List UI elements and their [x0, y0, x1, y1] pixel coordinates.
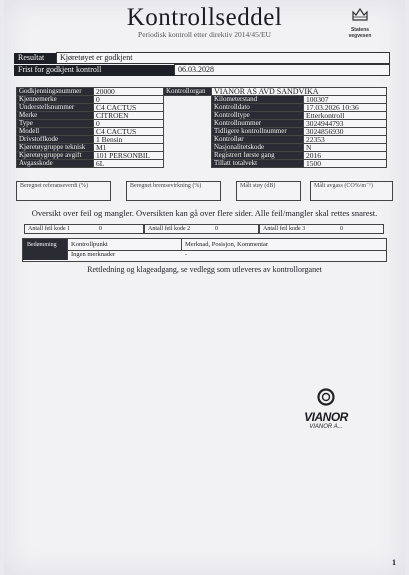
control-field-value: 1500: [304, 160, 387, 168]
control-field-value: 17.03.2026 10:36: [304, 104, 387, 112]
error-value: 0: [340, 226, 343, 232]
vehicle-field-value: 6L: [94, 160, 164, 168]
vehicle-field-value: C4 CACTUS: [94, 128, 164, 136]
control-field-label: Kontrolltype: [212, 112, 304, 120]
spacer-cell: [164, 152, 212, 160]
tire-icon: [315, 388, 337, 406]
crown-icon: [351, 6, 369, 22]
vehicle-field-value: 1 Bensin: [94, 136, 164, 144]
table-row: [17, 144, 387, 152]
spacer-cell: [164, 160, 212, 168]
control-field-value: 22353: [304, 136, 387, 144]
vehicle-field-value: 20000: [94, 88, 164, 96]
control-field-value: N: [304, 144, 387, 152]
control-field-label: Kontrollør: [212, 136, 304, 144]
spacer-cell: [164, 128, 212, 136]
control-field-label: Kontrolldato: [212, 104, 304, 112]
error-value: 0: [215, 226, 218, 232]
errors-code-3: [259, 224, 384, 234]
table-row: [17, 160, 387, 168]
spacer-cell: [164, 136, 212, 144]
stamp-brand: VIANOR: [304, 410, 348, 424]
vehicle-field-label: Kjøretøygruppe avgift: [17, 152, 94, 160]
overview-notice: Oversikt over feil og mangler. Oversikten kan gå over flere sider. Alle feil/mangler skal rettes snarest.: [31, 208, 378, 218]
findings-col-bedomming: Bedømming: [27, 242, 57, 248]
resultat-label: Resultat: [14, 53, 56, 64]
table-row: [17, 136, 387, 144]
vehicle-field-value: 101 PERSONBIL: [94, 152, 164, 160]
control-field-label: Tidligere kontrollnummer: [212, 128, 304, 136]
control-field-label: Nasjonalitetskode: [212, 144, 304, 152]
spacer-cell: [164, 96, 212, 104]
spacer-cell: [164, 144, 212, 152]
vehicle-field-label: Kjøretøygruppe teknisk: [17, 144, 94, 152]
table-row: [17, 104, 387, 112]
vehicle-field-label: Merke: [17, 112, 94, 120]
error-label: Antall feil kode 2: [148, 226, 191, 232]
table-row: [17, 120, 387, 128]
error-label: Antall feil kode 1: [28, 226, 71, 232]
control-field-value: 3024856930: [304, 128, 387, 136]
errors-code-2: [144, 224, 259, 234]
measure-stoy: Målt støy (dB): [236, 181, 301, 201]
table-row: [17, 88, 387, 96]
stamp-sub: VIANOR A...: [309, 424, 343, 430]
vehicle-field-value: 0: [94, 96, 164, 104]
table-row: [17, 128, 387, 136]
findings-col-kontrollpunkt: Kontrollpunkt: [71, 241, 108, 248]
page-number: 1: [392, 558, 396, 567]
errors-code-1: [24, 224, 144, 234]
footer-guidance: Rettledning og klageadgang, se vedlegg som utleveres av kontrollorganet: [87, 265, 322, 274]
measure-bremsevirkning: Beregnet bremsevirkning (%): [126, 181, 221, 201]
control-field-label: Kilometerstand: [212, 96, 304, 104]
control-field-value: 3024944793: [304, 120, 387, 128]
vehicle-field-value: M1: [94, 144, 164, 152]
vehicle-field-value: C4 CACTUS: [94, 104, 164, 112]
control-organ-value: VIANOR AS AVD SANDVIKA: [212, 88, 387, 96]
control-field-label: Registrert første gang: [212, 152, 304, 160]
logo-text: Statens vegvesen: [348, 27, 372, 39]
findings-row-point: Ingen merknader: [71, 251, 116, 258]
document-title: Kontrollseddel: [126, 4, 283, 31]
spacer-cell: [164, 120, 212, 128]
vianor-stamp: [296, 388, 356, 431]
vehicle-field-label: Type: [17, 120, 94, 128]
vehicle-field-value: 0: [94, 120, 164, 128]
vehicle-field-label: Drivstoffkode: [17, 136, 94, 144]
findings-col-merknad: Merknad, Posisjon, Kommentar: [185, 241, 269, 248]
control-field-value: 100307: [304, 96, 387, 104]
frist-label: Frist for godkjent kontroll: [14, 65, 174, 76]
vehicle-control-rows: [17, 88, 387, 168]
vehicle-field-label: Kjennemerke: [17, 96, 94, 104]
table-row: [17, 152, 387, 160]
vehicle-field-label: Avgasskode: [17, 160, 94, 168]
vehicle-field-label: Modell: [17, 128, 94, 136]
vehicle-field-label: Understellsnummer: [17, 104, 94, 112]
control-field-value: 2016: [304, 152, 387, 160]
findings-table: [22, 238, 387, 262]
control-organ-label: Kontrollorgan: [164, 88, 212, 96]
control-field-value: Etterkontroll: [304, 112, 387, 120]
measure-avgass: Målt avgass (CO%/m⁻¹): [310, 181, 393, 201]
control-field-label: Kontrollnummer: [212, 120, 304, 128]
resultat-value: Kjøretøyet er godkjent: [56, 52, 390, 64]
frist-value: 06.03.2028: [174, 64, 390, 76]
document-subtitle: Periodisk kontroll etter direktiv 2014/45/EU: [138, 30, 271, 39]
vehicle-control-table: [16, 87, 387, 168]
table-row: [17, 96, 387, 104]
spacer-cell: [164, 104, 212, 112]
error-value: 0: [99, 226, 102, 232]
findings-row-comment: -: [185, 251, 188, 258]
document-page: [4, 0, 405, 575]
error-label: Antall feil kode 3: [263, 226, 306, 232]
measure-referanseverdi: Beregnet referanseverdi (%): [16, 181, 111, 201]
control-field-label: Tillatt totalvekt: [212, 160, 304, 168]
table-row: [17, 112, 387, 120]
vehicle-field-value: CITROEN: [94, 112, 164, 120]
vehicle-field-label: Godkjenningsnummer: [17, 88, 94, 96]
statens-vegvesen-logo: [340, 6, 380, 39]
spacer-cell: [164, 112, 212, 120]
